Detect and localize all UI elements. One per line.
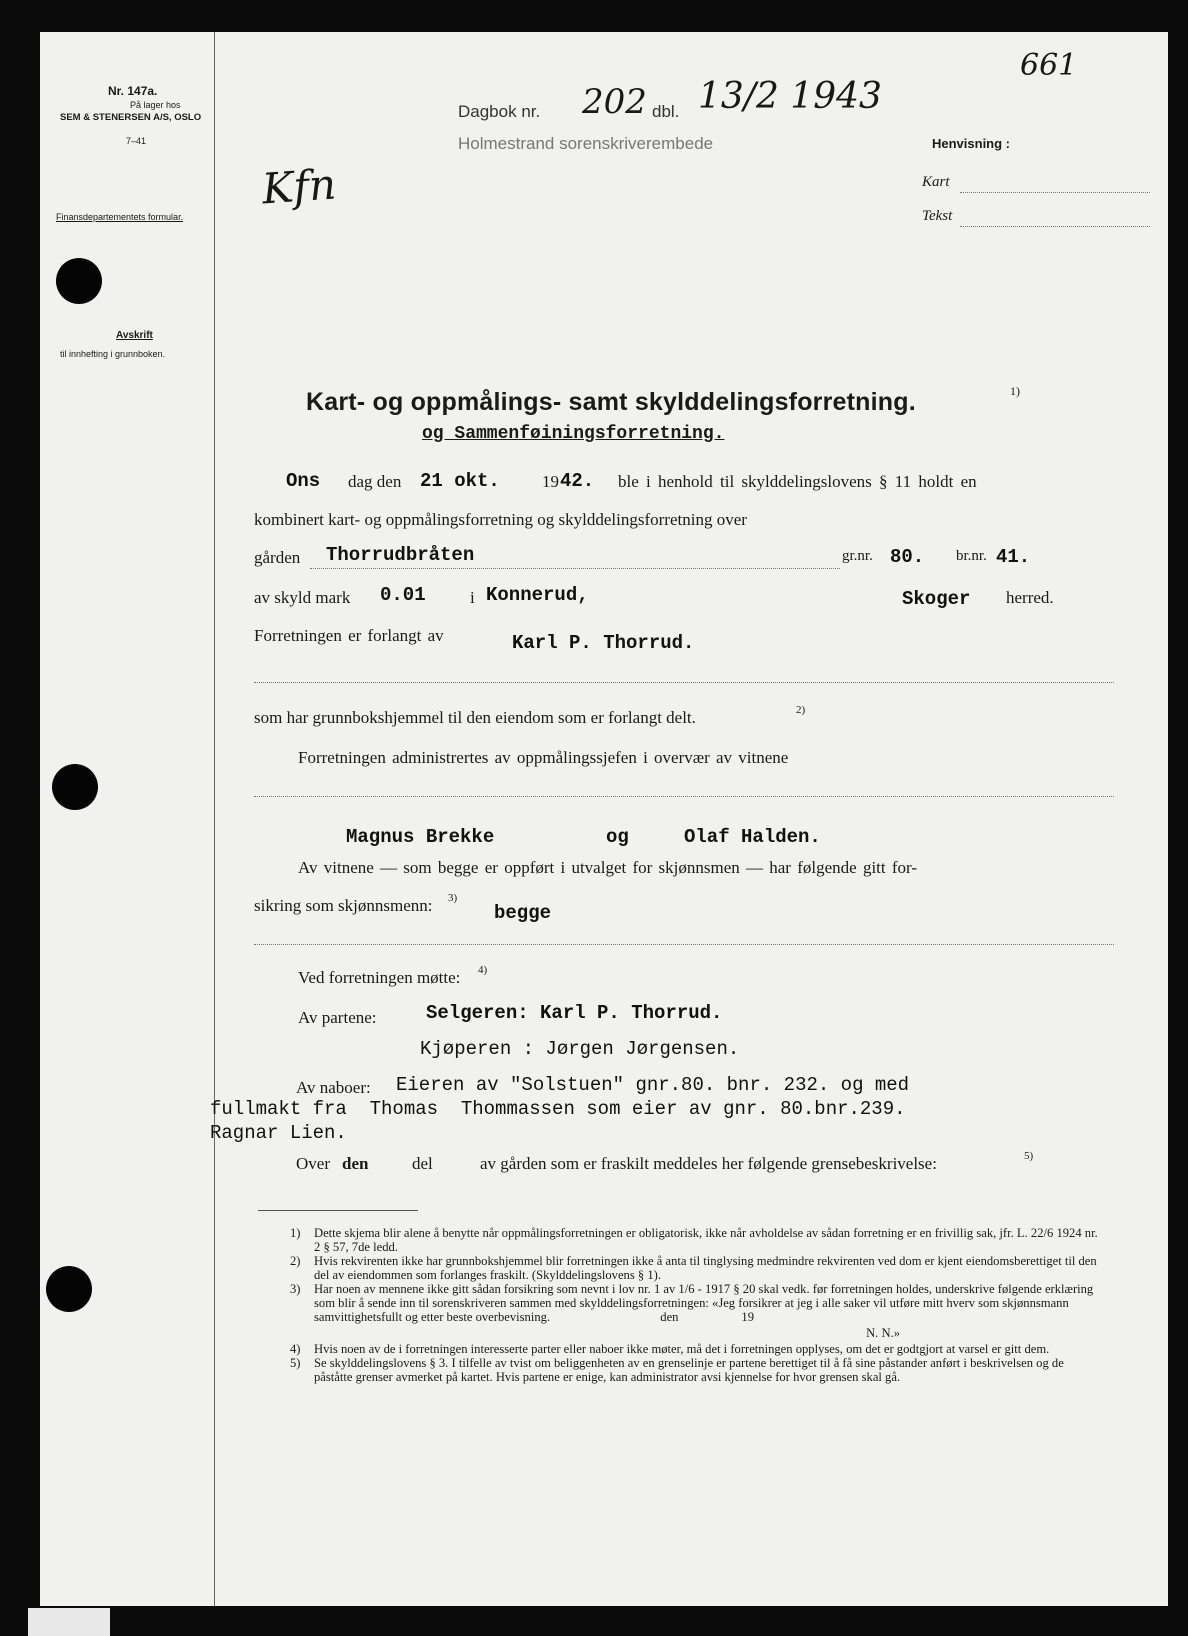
farm-name: Thorrudbråten — [326, 544, 475, 566]
copy-note: til innhefting i grunnboken. — [60, 349, 166, 359]
office-name: Holmestrand sorenskriverembede — [458, 134, 714, 153]
publisher-line-1: På lager hos — [130, 100, 181, 110]
footnote-5: 5) Se skylddelingslovens § 3. I tilfelle av tvist om beliggenheten av en grenselinje er partene berettiget til å få sine påstander anført i beskrivelsen og de påståtte grenser avmerket på kartet. Hvis partene er enige, kan administrator avsi kjennelse for hvor grensen skal gå. — [290, 1356, 1064, 1384]
footnote-3: 3) Har noen av mennene ikke gitt sådan forsikring som nevnt i lov nr. 1 av 1/6 - 1917 § 20 skal vedk. før forretningen holdes, underskrive følgende erklæring som blir å sende inn til sorenskriveren sammen med skylddelingsforretningen: «Jeg forsikrer at jeg i alle saker vil utføre mitt hverv som skjønnsmann samvittighetsfullt og etter beste overbevisning. den 19 — [290, 1282, 1097, 1324]
document-title: Kart- og oppmålings- samt skylddelingsforretning. — [306, 388, 916, 416]
punch-hole-top — [56, 258, 102, 304]
herred-label: herred. — [1006, 588, 1054, 607]
requested-by: Karl P. Thorrud. — [512, 632, 695, 654]
margin-rule — [214, 32, 215, 1610]
neighbours-line-2: fullmakt fra Thomas Thommassen som eier av gnr. 80.bnr.239. — [210, 1098, 906, 1120]
final-rest: av gården som er fraskilt meddeles her følgende grensebeskrivelse: — [480, 1154, 937, 1173]
dagbok-label: Dagbok nr. — [458, 102, 541, 121]
neighbours-line-3: Ragnar Lien. — [210, 1122, 347, 1144]
admin-blank-line — [254, 796, 1114, 797]
title-footnote-ref: 1) — [1010, 384, 1020, 398]
municipality-value: Skoger — [902, 588, 971, 610]
skyld-value: 0.01 — [380, 584, 426, 606]
skyld-label: av skyld mark — [254, 588, 351, 607]
date-label: dbl. — [652, 102, 680, 121]
requested-label: Forretningen er forlangt av — [254, 626, 444, 645]
footnote-2: 2) Hvis rekvirenten ikke har grunnbokshjemmel blir forretningen ikke å anta til tinglysing medmindre rekvirenten ved dom er kjent eiendomsberettiget til den del av eiendommen som forlanges fraskilt. (Skylddelingslovens § 1). — [290, 1254, 1097, 1282]
farm-label: gården — [254, 548, 301, 567]
grnr-value: 80. — [890, 546, 925, 568]
copy-label: Avskrift — [116, 330, 153, 341]
reference-text-line — [960, 226, 1150, 227]
dag-den-label: dag den — [348, 472, 402, 491]
punch-hole-middle — [52, 764, 98, 810]
seller: Selgeren: Karl P. Thorrud. — [426, 1002, 723, 1024]
body-line-1: ble i henhold til skylddelingslovens § 11 holdt en — [618, 472, 977, 491]
reference-heading: Henvisning : — [932, 136, 1011, 151]
oath-line-2: sikring som skjønnsmenn: — [254, 896, 433, 915]
footnote-3-signature: N. N.» — [866, 1326, 900, 1340]
grnr-label: gr.nr. — [842, 548, 873, 564]
reference-text-label: Tekst — [922, 208, 953, 224]
final-den: den — [342, 1154, 369, 1173]
i-label: i — [470, 588, 475, 607]
requested-blank-line — [254, 682, 1114, 683]
attended-footnote-ref: 4) — [478, 964, 488, 976]
document-page — [40, 32, 1168, 1610]
admin-line: Forretningen administrertes av oppmålingssjefen i overvær av vitnene — [298, 748, 789, 767]
ministry-form-label: Finansdepartementets formular. — [56, 212, 184, 222]
attended-line: Ved forretningen møtte: — [298, 968, 461, 987]
farm-line — [310, 568, 840, 569]
brnr-value: 41. — [996, 546, 1031, 568]
dagbok-number: 202 — [582, 82, 647, 122]
meeting-date: 21 okt. — [420, 470, 500, 492]
witness-1: Magnus Brekke — [346, 826, 495, 848]
body-line-2: kombinert kart- og oppmålingsforretning og skylddelingsforretning over — [254, 510, 747, 529]
final-del: del — [412, 1154, 433, 1173]
oath-line-1: Av vitnene — som begge er oppført i utvalget for skjønnsmen — har følgende gitt for- — [298, 858, 918, 877]
register-date: 13/2 1943 — [698, 76, 882, 117]
form-edition: 7–41 — [126, 136, 147, 146]
form-number: Nr. 147a. — [108, 84, 158, 98]
brnr-label: br.nr. — [956, 548, 987, 564]
final-footnote-ref: 5) — [1024, 1150, 1034, 1162]
publisher-line-2: SEM & STENERSEN A/S, OSLO — [60, 112, 202, 123]
footnote-rule — [258, 1210, 418, 1211]
oath-value: begge — [494, 902, 552, 924]
footnote-4: 4) Hvis noen av de i forretningen interesserte parter eller naboer ikke møter, må det i forretningen opplyses, om det er godtgjort at varsel er gitt dem. — [290, 1342, 1050, 1356]
oath-blank-line — [254, 944, 1114, 945]
buyer: Kjøperen : Jørgen Jørgensen. — [420, 1038, 740, 1060]
final-over: Over — [296, 1154, 330, 1173]
hjemmel-footnote-ref: 2) — [796, 704, 806, 716]
scan-tab — [28, 1608, 110, 1636]
location-value: Konnerud, — [486, 584, 589, 606]
year-prefix: 19 — [542, 472, 559, 491]
witness-2: Olaf Halden. — [684, 826, 821, 848]
page-number: 661 — [1020, 48, 1078, 83]
hjemmel-line: som har grunnbokshjemmel til den eiendom som er forlangt delt. — [254, 708, 696, 727]
neighbours-line-1: Eieren av "Solstuen" gnr.80. bnr. 232. og med — [396, 1074, 910, 1096]
reference-map-line — [960, 192, 1150, 193]
meeting-year: 42. — [560, 470, 595, 492]
punch-hole-bottom — [46, 1266, 92, 1312]
parties-label: Av partene: — [298, 1008, 377, 1027]
footnote-1: 1) Dette skjema blir alene å benytte når oppmålingsforretningen er obligatorisk, ikke når avholdelse av sådan forretning er en frivillig sak, jfr. L. 22/6 1924 nr. 2 § 57, 7de ledd. — [290, 1226, 1098, 1254]
clerk-initials: Kfn — [260, 159, 338, 214]
scan-border — [0, 1606, 1188, 1636]
oath-footnote-ref: 3) — [448, 892, 458, 904]
footnotes — [290, 1226, 1100, 1384]
reference-map-label: Kart — [922, 174, 950, 190]
document-subtitle: og Sammenføiningsforretning. — [422, 424, 725, 444]
weekday-value: Ons — [286, 470, 321, 492]
neighbours-label: Av naboer: — [296, 1078, 371, 1097]
witness-and: og — [606, 826, 629, 848]
